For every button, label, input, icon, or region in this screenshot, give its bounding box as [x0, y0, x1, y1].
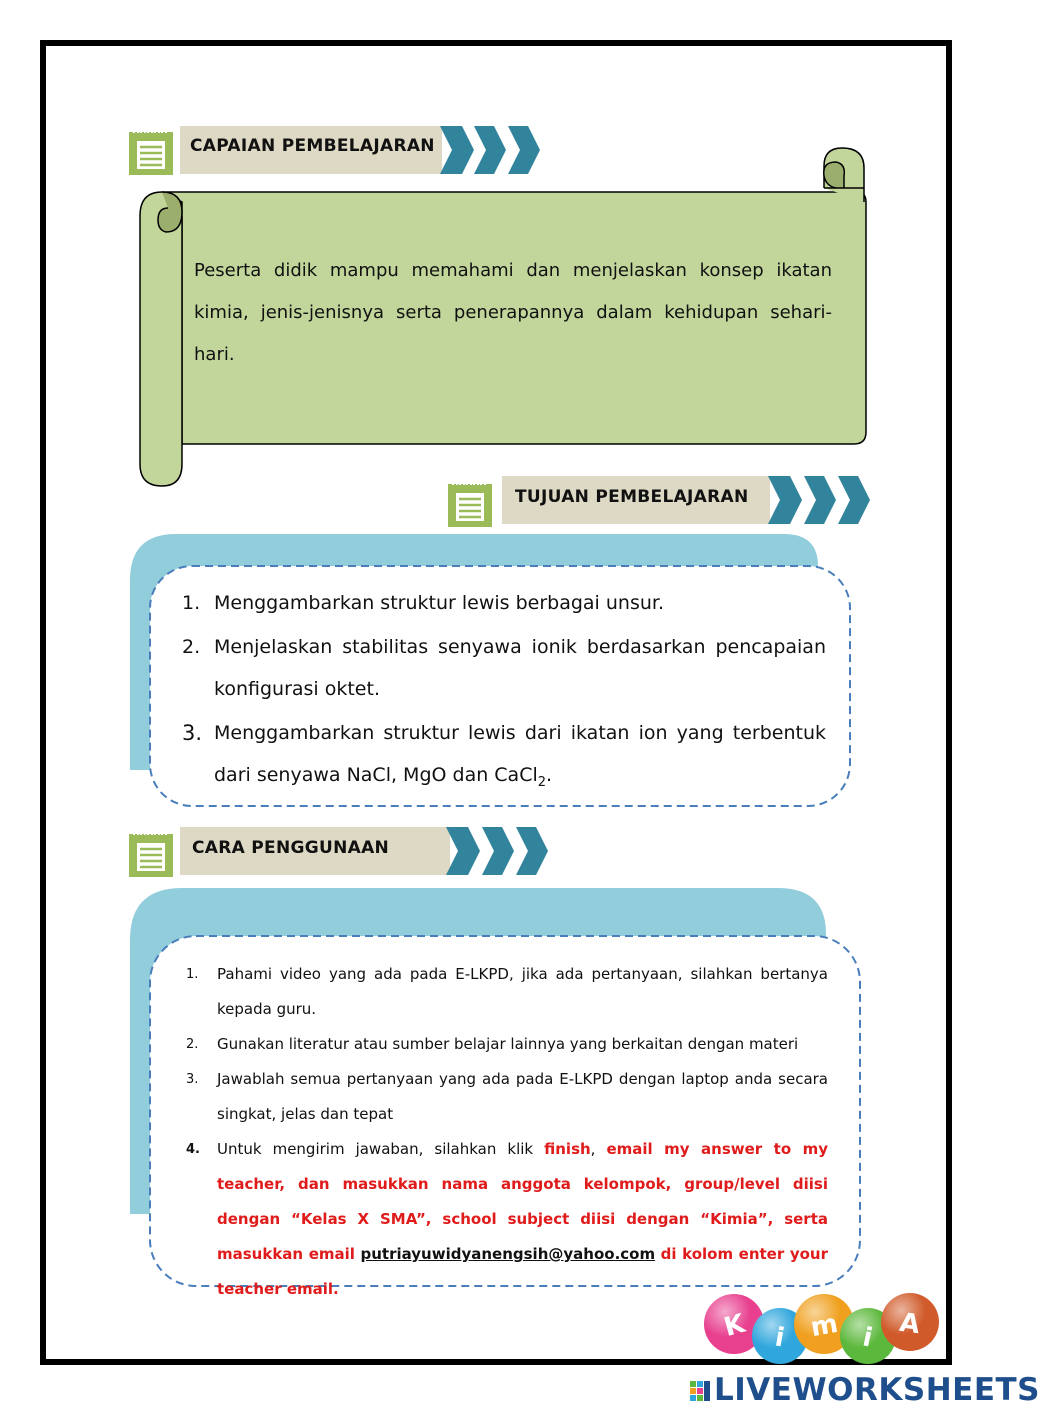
liveworksheets-watermark: LIVEWORKSHEETS: [690, 1372, 1040, 1408]
list-item: 2. Menjelaskan stabilitas senyawa ionik berdasarkan pencapaian konfigurasi oktet.: [182, 636, 826, 700]
tujuan-list: [178, 582, 826, 806]
logo-letter: A: [897, 1307, 922, 1341]
capaian-title: CAPAIAN PEMBELAJARAN: [190, 136, 435, 156]
logo-letter: i: [860, 1322, 876, 1354]
logo-letter: m: [808, 1308, 841, 1344]
finish-keyword: finish: [544, 1140, 591, 1158]
list-item: 1. Pahami video yang ada pada E-LKPD, jika ada pertanyaan, silahkan bertanya kepada guru.: [186, 965, 828, 1018]
cara-list: [186, 957, 828, 1307]
logo-ball-a: [881, 1293, 939, 1351]
tujuan-title: TUJUAN PEMBELAJARAN: [515, 487, 749, 507]
notepad-icon: [128, 826, 174, 878]
chevron-arrows-icon: [446, 827, 552, 875]
list-item: 3. Menggambarkan struktur lewis dari ikatan ion yang terbentuk dari senyawa NaCl, MgO dan CaCl$_2$.: [182, 721, 826, 790]
list-item: 2. Gunakan literatur atau sumber belajar lainnya yang berkaitan dengan materi: [186, 1035, 799, 1053]
cara-title: CARA PENGGUNAAN: [192, 838, 390, 858]
logo-letter: K: [720, 1308, 749, 1344]
teacher-email-link[interactable]: putriayuwidyanengsih@yahoo.com: [360, 1245, 656, 1263]
list-item: 4. Untuk mengirim jawaban, silahkan klik finish, email my answer to my teacher, dan masukkan nama anggota kelompok, group/level diisi dengan “Kelas X SMA”, school subject diisi dengan “Kimia”, serta masukkan email putriayuwidyanengsih@yahoo.com di kolom enter your teacher email.: [186, 1140, 829, 1298]
notepad-icon: [447, 476, 493, 528]
chevron-arrows-icon: [768, 476, 874, 524]
kimia-logo: [700, 1290, 944, 1370]
liveworksheets-logo-icon: [690, 1379, 712, 1405]
capaian-body-text: Peserta didik mampu memahami dan menjelaskan konsep ikatan kimia, jenis-jenisnya serta penerapannya dalam kehidupan sehari-hari.: [194, 260, 832, 365]
list-item: 3. Jawablah semua pertanyaan yang ada pada E-LKPD dengan laptop anda secara singkat, jelas dan tepat: [186, 1070, 828, 1123]
list-item: 1. Menggambarkan struktur lewis berbagai unsur.: [182, 592, 664, 614]
logo-letter: i: [772, 1322, 787, 1354]
